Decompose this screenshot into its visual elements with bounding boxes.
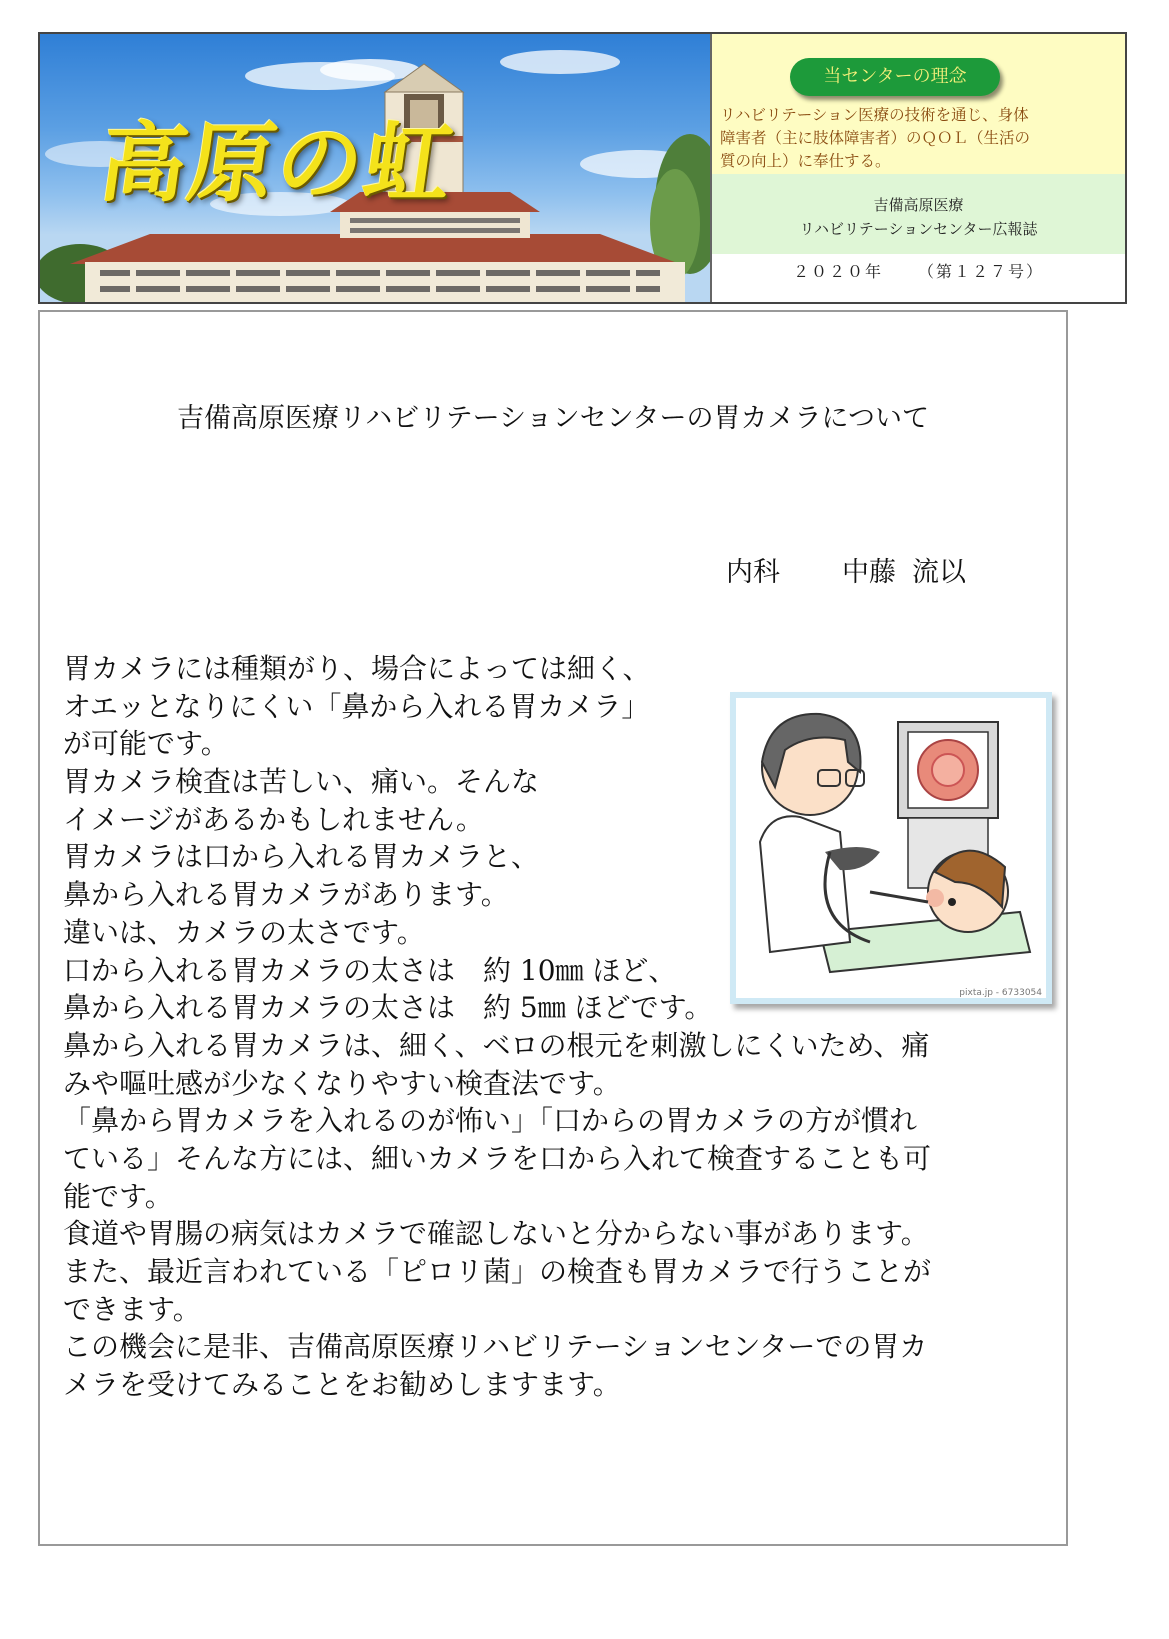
body-line: みや嘔吐感が少なくなりやすい検査法です。: [63, 1066, 621, 1100]
issue-info: [712, 259, 1125, 282]
body-line: 鼻から入れる胃カメラは、細く、ベロの根元を刺激しにくいため、痛: [63, 1028, 930, 1062]
author-family-name: 中藤: [842, 557, 896, 588]
motto-section: [712, 34, 1125, 174]
article-title: 吉備高原医療リハビリテーションセンターの胃カメラについて: [177, 403, 929, 434]
body-line: できます。: [63, 1292, 201, 1326]
motto-line: 質の向上）に奉仕する。: [720, 152, 891, 170]
motto-badge: 当センターの理念: [790, 58, 1000, 96]
body-line: 能です。: [63, 1179, 173, 1213]
motto-line: 障害者（主に肢体障害者）のＱＯＬ（生活の: [720, 129, 1031, 147]
newsletter-masthead-title: 高原の虹: [93, 113, 461, 214]
body-line: この機会に是非、吉備高原医療リハビリテーションセンターでの胃カ: [63, 1330, 928, 1364]
issue-year: ２０２０年: [792, 262, 883, 281]
body-line: が可能です。: [63, 727, 229, 761]
article-body: [63, 650, 1053, 1404]
motto-line: リハビリテーション医療の技術を通じ、身体: [720, 106, 1029, 124]
image-credit: pixta.jp - 6733054: [959, 988, 1042, 998]
motto-text: [720, 104, 1120, 173]
author-department: 内科: [726, 557, 780, 588]
body-line: 胃カメラは口から入れる胃カメラと、: [63, 840, 540, 874]
body-line: 違いは、カメラの太さです。: [63, 915, 425, 949]
body-line: 鼻から入れる胃カメラの太さは 約 5㎜ ほどです。: [63, 991, 713, 1025]
body-line: メラを受けてみることをお勧めしますます。: [63, 1368, 621, 1402]
body-line: 口から入れる胃カメラの太さは 約 10㎜ ほど、: [63, 953, 677, 987]
body-line: 胃カメラには種類がり、場合によっては細く、: [63, 652, 651, 685]
header-banner-photo: [40, 34, 710, 302]
body-line: 食道や胃腸の病気はカメラで確認しないと分からない事があります。: [63, 1217, 929, 1251]
publisher-name: 吉備高原医療: [873, 196, 964, 214]
author-given-name: 流以: [912, 557, 966, 588]
article-author: [726, 550, 966, 589]
header-info-panel: [710, 34, 1125, 302]
issue-number: （第１２７号）: [918, 262, 1045, 281]
article-box: [38, 310, 1068, 1546]
body-line: 鼻から入れる胃カメラがあります。: [63, 878, 509, 912]
newsletter-header: [38, 32, 1127, 304]
body-line: また、最近言われている「ピロリ菌」の検査も胃カメラで行うことが: [63, 1255, 932, 1288]
body-line: オエッとなりにくい「鼻から入れる胃カメラ」: [63, 689, 650, 723]
publication-type: リハビリテーションセンター広報誌: [799, 220, 1038, 238]
body-line: 「鼻から胃カメラを入れるのが怖い」「口からの胃カメラの方が慣れ: [63, 1104, 918, 1138]
body-line: イメージがあるかもしれません。: [63, 802, 484, 836]
body-line: ている」そんな方には、細いカメラを口から入れて検査することも可: [63, 1141, 932, 1175]
body-line: 胃カメラ検査は苦しい、痛い。そんな: [63, 765, 540, 799]
